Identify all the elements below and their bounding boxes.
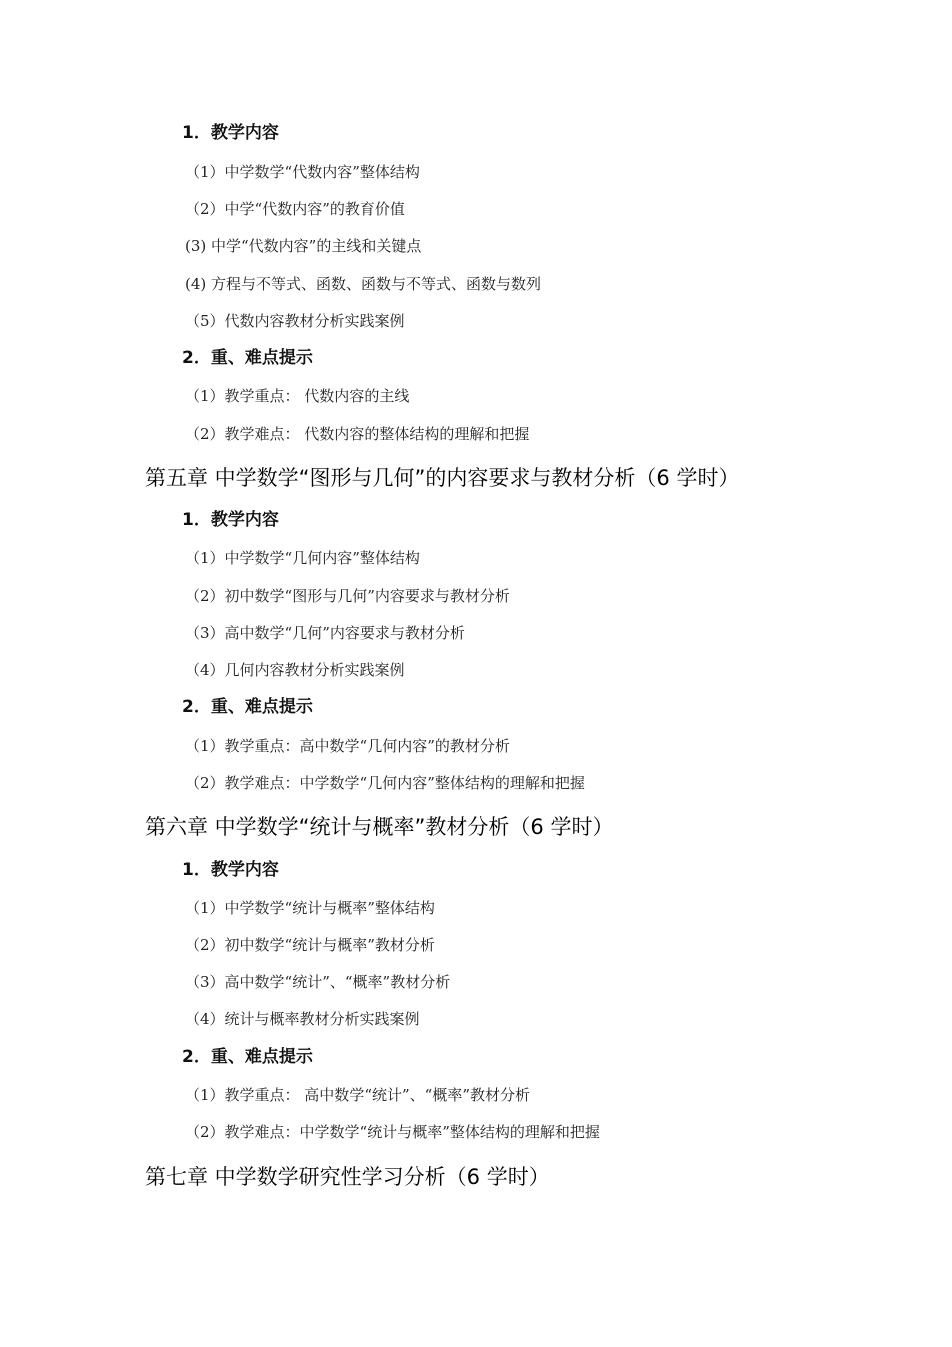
section-heading-content: 1．教学内容 — [182, 860, 279, 880]
list-item: （1）教学重点：高中数学“几何内容”的教材分析 — [185, 737, 510, 755]
list-item: （5）代数内容教材分析实践案例 — [185, 312, 405, 330]
list-item: （3）高中数学“统计”、“概率”教材分析 — [185, 973, 451, 991]
list-item: （2）教学难点：中学数学“统计与概率”整体结构的理解和把握 — [185, 1123, 600, 1141]
list-item: （4）统计与概率教材分析实践案例 — [185, 1010, 420, 1028]
chapter-title: 第七章 中学数学研究性学习分析（6 学时） — [145, 1165, 550, 1189]
list-item: (4) 方程与不等式、函数、函数与不等式、函数与数列 — [185, 275, 542, 293]
list-item: （4）几何内容教材分析实践案例 — [185, 661, 405, 679]
section-heading-key-points: 2．重、难点提示 — [182, 1047, 313, 1067]
section-heading-content: 1．教学内容 — [182, 510, 279, 530]
list-item: （1）中学数学“统计与概率”整体结构 — [185, 899, 435, 917]
list-item: （1）教学重点： 代数内容的主线 — [185, 387, 410, 405]
list-item: （1）教学重点： 高中数学“统计”、“概率”教材分析 — [185, 1086, 530, 1104]
section-heading-content: 1．教学内容 — [182, 123, 279, 143]
list-item: (3) 中学“代数内容”的主线和关键点 — [185, 237, 422, 255]
list-item: （1）中学数学“几何内容”整体结构 — [185, 549, 420, 567]
list-item: （2）初中数学“图形与几何”内容要求与教材分析 — [185, 587, 510, 605]
chapter-title: 第五章 中学数学“图形与几何”的内容要求与教材分析（6 学时） — [145, 466, 740, 490]
list-item: （2）教学难点： 代数内容的整体结构的理解和把握 — [185, 425, 530, 443]
list-item: （2）中学“代数内容”的教育价值 — [185, 200, 405, 218]
list-item: （2）初中数学“统计与概率”教材分析 — [185, 936, 435, 954]
section-heading-key-points: 2．重、难点提示 — [182, 697, 313, 717]
list-item: （1）中学数学“代数内容”整体结构 — [185, 163, 420, 181]
chapter-title: 第六章 中学数学“统计与概率”教材分析（6 学时） — [145, 815, 614, 839]
section-heading-key-points: 2．重、难点提示 — [182, 348, 313, 368]
list-item: （2）教学难点：中学数学“几何内容”整体结构的理解和把握 — [185, 774, 585, 792]
list-item: （3）高中数学“几何”内容要求与教材分析 — [185, 624, 465, 642]
